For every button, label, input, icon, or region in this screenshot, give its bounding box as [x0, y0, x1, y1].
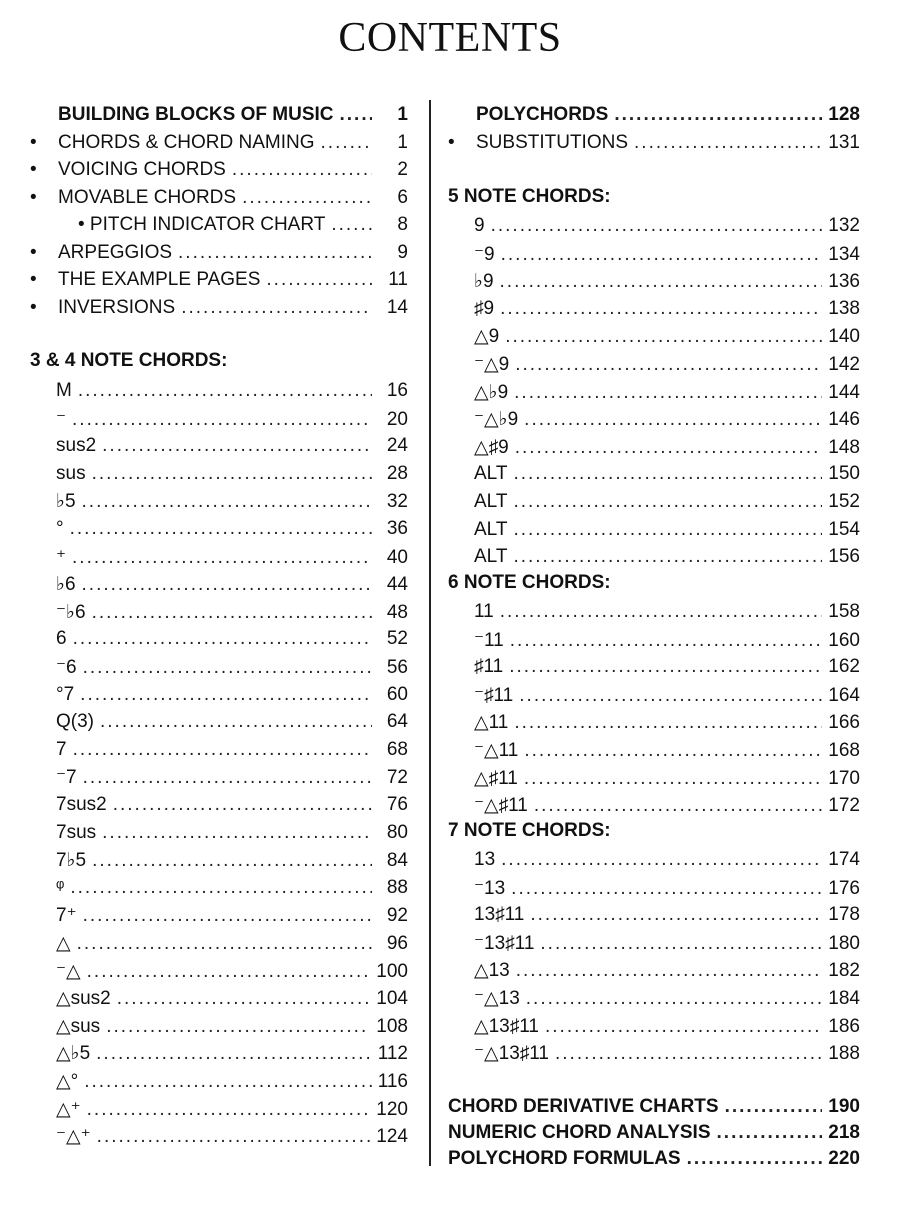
toc-entry: [56, 546, 408, 570]
dot-leader: [687, 1148, 823, 1170]
dot-leader: [77, 933, 372, 955]
toc-page-number: 32: [386, 491, 408, 513]
toc-page-number: 188: [828, 1043, 860, 1065]
toc-page-number: 176: [828, 877, 860, 899]
toc-entry: [56, 1015, 408, 1039]
toc-entry: [474, 270, 860, 294]
dot-leader: [97, 1126, 371, 1148]
toc-entry-label: ALT: [474, 546, 508, 568]
toc-entry-label: △♯11: [474, 767, 518, 789]
toc-entry: [56, 987, 408, 1011]
toc-bullet: •: [30, 269, 37, 290]
section-heading-3-4-note: 3 & 4 NOTE CHORDS:: [30, 350, 228, 371]
dot-leader: [73, 628, 372, 650]
toc-page-number: 8: [397, 214, 408, 235]
toc-entry: [56, 877, 408, 901]
dot-leader: [634, 132, 822, 154]
toc-page-number: 172: [828, 795, 860, 817]
toc-entry-label: 7♭5: [56, 850, 87, 872]
dot-leader: [513, 463, 822, 485]
toc-page-number: 20: [386, 408, 408, 430]
toc-entry-label: ⁻△: [56, 960, 81, 982]
toc-entry-label: ARPEGGIOS: [58, 241, 173, 263]
toc-entry: [474, 381, 860, 405]
toc-page-number: 28: [386, 462, 408, 484]
dot-leader: [78, 380, 372, 402]
toc-page-number: 180: [828, 932, 860, 954]
toc-entry: [474, 546, 860, 570]
toc-entry-label: ♯9: [474, 297, 495, 319]
toc-page-number: 170: [828, 767, 860, 789]
dot-leader: [340, 104, 373, 126]
toc-entry: [56, 518, 408, 542]
toc-page-number: 116: [377, 1071, 408, 1092]
dot-leader: [73, 739, 372, 761]
dot-leader: [513, 546, 822, 568]
toc-page-number: 164: [828, 684, 860, 706]
toc-entry: [56, 960, 408, 984]
toc-entry: [56, 849, 408, 873]
toc-page-number: 178: [828, 904, 860, 926]
toc-entry-label: 13♯11: [474, 904, 525, 926]
toc-page-number: 24: [386, 435, 408, 457]
toc-entry-label: △°: [56, 1071, 79, 1092]
toc-page-number: 52: [386, 628, 408, 650]
dot-leader: [555, 1043, 822, 1065]
dot-leader: [178, 242, 372, 264]
toc-entry-label: CHORD DERIVATIVE CHARTS: [448, 1096, 719, 1117]
dot-leader: [87, 961, 371, 983]
toc-entry: [448, 104, 860, 128]
dot-leader: [84, 1071, 371, 1093]
dot-leader: [524, 409, 822, 431]
toc-entry: [56, 435, 408, 459]
toc-entry-label: ⁻△♭9: [474, 409, 519, 431]
toc-page-number: 64: [386, 711, 408, 733]
toc-entry-label: VOICING CHORDS: [58, 159, 226, 180]
toc-page-number: 1: [397, 131, 408, 153]
dot-leader: [524, 740, 822, 762]
toc-entry: [56, 1042, 408, 1066]
toc-entry: [56, 711, 408, 735]
toc-entry: [56, 932, 408, 956]
toc-entry: [474, 739, 860, 763]
toc-entry-label: ⁻: [56, 408, 67, 430]
toc-entry-label: △9: [474, 326, 500, 348]
dot-leader: [501, 849, 822, 871]
toc-page-number: 80: [386, 821, 408, 843]
dot-leader: [510, 630, 823, 652]
toc-entry-label: MOVABLE CHORDS: [58, 186, 237, 208]
toc-page-number: 16: [386, 380, 408, 401]
toc-page-number: 56: [386, 657, 408, 678]
section-heading-6-note: 6 NOTE CHORDS:: [448, 572, 611, 593]
toc-entry-label: INVERSIONS: [58, 296, 176, 318]
dot-leader: [117, 988, 371, 1010]
toc-entry: [56, 463, 408, 487]
toc-entry-label: ♭6: [56, 574, 76, 596]
toc-bullet: •: [448, 131, 455, 153]
toc-entry: [30, 187, 408, 211]
toc-entry: [474, 959, 860, 983]
dot-leader: [92, 602, 372, 624]
toc-entry: [474, 463, 860, 487]
toc-entry-label: △♯9: [474, 436, 509, 458]
dot-leader: [491, 215, 823, 237]
toc-page-number: 2: [397, 159, 408, 180]
toc-entry: [56, 904, 408, 928]
dot-leader: [80, 684, 372, 706]
toc-page-number: 190: [828, 1096, 860, 1117]
toc-bullet: •: [30, 296, 37, 318]
toc-page-number: 182: [828, 960, 860, 982]
toc-entry-label: ⁻6: [56, 657, 77, 678]
toc-entry-label: Q(3): [56, 711, 94, 733]
dot-leader: [534, 795, 822, 817]
toc-page-number: 76: [386, 794, 408, 815]
toc-entry: [30, 104, 408, 128]
dot-leader: [509, 656, 822, 678]
toc-entry-label: 13: [474, 849, 496, 870]
toc-page-number: 148: [828, 436, 860, 458]
toc-page-number: 220: [828, 1148, 860, 1169]
toc-entry-label: △♭9: [474, 381, 509, 403]
toc-page-number: 174: [828, 849, 860, 870]
toc-entry: [474, 215, 860, 239]
toc-entry-label: ⁻♭6: [56, 601, 86, 623]
dot-leader: [232, 159, 372, 181]
toc-entry: [56, 1070, 408, 1094]
toc-page-number: 96: [386, 933, 408, 954]
toc-entry-label: ⁺: [56, 546, 67, 568]
toc-page-number: 9: [397, 241, 408, 263]
toc-page-number: 136: [828, 271, 860, 293]
toc-entry: [474, 932, 860, 956]
dot-leader: [266, 269, 372, 291]
toc-page-number: 146: [828, 409, 860, 431]
dot-leader: [92, 850, 372, 872]
toc-entry-label: ⁻△♯11: [474, 795, 528, 817]
toc-entry: [474, 987, 860, 1011]
toc-page-number: 134: [828, 243, 860, 265]
toc-entry: [474, 298, 860, 322]
toc-entry-label: △sus2: [56, 988, 111, 1010]
dot-leader: [106, 1016, 370, 1038]
toc-entry-label: 7sus2: [56, 794, 107, 815]
toc-entry: [30, 214, 408, 238]
toc-page-number: 124: [376, 1126, 408, 1148]
toc-entry: [56, 1125, 408, 1149]
dot-leader: [331, 214, 372, 236]
toc-entry-label: SUBSTITUTIONS: [476, 131, 629, 153]
toc-bullet: •: [30, 241, 37, 263]
toc-entry: [474, 408, 860, 432]
toc-entry: [474, 656, 860, 680]
dot-leader: [513, 491, 822, 513]
toc-page-number: 138: [828, 297, 860, 319]
toc-entry: [474, 1015, 860, 1039]
toc-page-number: 184: [828, 988, 860, 1009]
toc-entry: [474, 436, 860, 460]
toc-entry-label: ᵠ: [56, 876, 65, 898]
toc-entry: [56, 739, 408, 763]
dot-leader: [717, 1122, 823, 1144]
dot-leader: [83, 657, 372, 679]
dot-leader: [72, 409, 372, 431]
dot-leader: [321, 132, 372, 154]
toc-entry: [30, 269, 408, 293]
dot-leader: [113, 794, 372, 816]
toc-entry: [30, 159, 408, 183]
dot-leader: [92, 463, 372, 485]
dot-leader: [500, 601, 823, 623]
toc-entry-label: ⁻△13: [474, 988, 520, 1009]
toc-page-number: 84: [386, 850, 408, 872]
toc-entry-label: △⁺: [56, 1098, 81, 1120]
toc-page-number: 108: [376, 1015, 408, 1037]
toc-page-number: 44: [386, 574, 408, 596]
toc-entry-label: △11: [474, 712, 509, 734]
toc-entry-label: ♭9: [474, 271, 494, 293]
toc-page-number: 150: [828, 463, 860, 485]
toc-entry: [56, 601, 408, 625]
toc-entry-label: ⁻13♯11: [474, 932, 535, 954]
toc-entry-label: THE EXAMPLE PAGES: [58, 269, 261, 290]
dot-leader: [511, 878, 822, 900]
toc-page-number: 1: [397, 104, 408, 125]
toc-entry: [448, 1148, 860, 1172]
dot-leader: [725, 1096, 823, 1118]
toc-entry: [448, 1122, 860, 1146]
toc-entry: [474, 243, 860, 267]
toc-page-number: 72: [386, 767, 408, 789]
dot-leader: [524, 768, 822, 790]
toc-page-number: 186: [828, 1015, 860, 1037]
toc-entry: [56, 408, 408, 432]
toc-entry-label: ALT: [474, 463, 508, 485]
toc-entry: [448, 132, 860, 156]
dot-leader: [72, 547, 372, 569]
toc-entry-label: ⁻♯11: [474, 684, 514, 706]
toc-entry-label: NUMERIC CHORD ANALYSIS: [448, 1122, 711, 1143]
toc-entry-label: ALT: [474, 491, 508, 512]
toc-entry: [56, 656, 408, 680]
dot-leader: [513, 519, 822, 541]
toc-page-number: 156: [828, 546, 860, 568]
toc-entry-label: sus2: [56, 435, 97, 457]
toc-entry: [56, 490, 408, 514]
toc-entry-label: 7: [56, 738, 67, 760]
toc-page-number: 92: [386, 905, 408, 927]
toc-entry: [56, 1098, 408, 1122]
dot-leader: [614, 104, 822, 126]
toc-page-number: 36: [386, 518, 408, 539]
toc-entry-label: CHORDS & CHORD NAMING: [58, 131, 315, 153]
dot-leader: [83, 767, 372, 789]
toc-entry-label: 7⁺: [56, 905, 77, 927]
toc-entry-label: △sus: [56, 1015, 101, 1037]
toc-page-number: 128: [828, 104, 860, 125]
page-title: CONTENTS: [338, 15, 562, 61]
dot-leader: [102, 435, 372, 457]
toc-bullet: •: [30, 131, 37, 153]
toc-entry-label: ALT: [474, 518, 508, 540]
toc-entry-label: ⁻9: [474, 243, 495, 265]
toc-entry: [474, 629, 860, 653]
dot-leader: [102, 822, 372, 844]
toc-entry: [474, 353, 860, 377]
toc-entry-label: M: [56, 380, 72, 401]
toc-entry: [474, 491, 860, 515]
toc-entry: [474, 767, 860, 791]
dot-leader: [501, 244, 823, 266]
toc-page-number: 166: [828, 712, 860, 734]
dot-leader: [515, 354, 822, 376]
toc-page-number: 48: [386, 601, 408, 623]
section-heading-5-note: 5 NOTE CHORDS:: [448, 186, 611, 207]
dot-leader: [519, 685, 822, 707]
toc-page-number: 160: [828, 629, 860, 651]
toc-page-number: 132: [828, 215, 860, 236]
toc-page-number: 162: [828, 656, 860, 678]
toc-page-number: 6: [397, 186, 408, 208]
toc-entry-label: BUILDING BLOCKS OF MUSIC: [58, 104, 334, 125]
toc-entry-label: ⁻13: [474, 877, 506, 899]
toc-entry: [30, 132, 408, 156]
toc-entry: [56, 822, 408, 846]
toc-entry-label: ♯11: [474, 656, 504, 678]
toc-entry-label: 11: [474, 601, 494, 622]
toc-page-number: 14: [386, 296, 408, 318]
toc-entry-label: 7sus: [56, 821, 97, 843]
toc-page-number: 100: [376, 960, 408, 982]
toc-entry-label: ♭5: [56, 491, 76, 513]
toc-entry-label: ⁻△⁺: [56, 1126, 91, 1148]
toc-page-number: 158: [828, 601, 860, 622]
toc-entry-label: • PITCH INDICATOR CHART: [78, 214, 326, 235]
toc-page-number: 120: [376, 1098, 408, 1120]
dot-leader: [540, 933, 822, 955]
dot-leader: [82, 491, 372, 513]
toc-page-number: 144: [828, 381, 860, 403]
toc-entry-label: 6: [56, 628, 67, 650]
toc-entry: [30, 297, 408, 321]
dot-leader: [181, 297, 372, 319]
dot-leader: [83, 905, 372, 927]
dot-leader: [70, 877, 372, 899]
dot-leader: [70, 518, 372, 540]
toc-entry-label: °7: [56, 683, 75, 705]
dot-leader: [96, 1043, 372, 1065]
dot-leader: [100, 711, 372, 733]
dot-leader: [530, 904, 822, 926]
toc-entry: [56, 573, 408, 597]
toc-page-number: 140: [828, 326, 860, 348]
toc-page-number: 68: [386, 738, 408, 760]
dot-leader: [87, 1099, 371, 1121]
toc-entry: [448, 1096, 860, 1120]
dot-leader: [500, 298, 822, 320]
toc-entry-label: △: [56, 933, 71, 954]
toc-entry: [474, 325, 860, 349]
toc-entry-label: sus: [56, 462, 86, 484]
toc-page-number: 152: [828, 491, 860, 512]
toc-entry-label: POLYCHORD FORMULAS: [448, 1148, 681, 1169]
toc-entry-label: △♭5: [56, 1043, 91, 1065]
toc-entry-label: °: [56, 518, 64, 539]
toc-entry-label: POLYCHORDS: [476, 104, 609, 125]
section-heading-7-note: 7 NOTE CHORDS:: [448, 820, 611, 841]
toc-entry-label: △13♯11: [474, 1015, 539, 1037]
toc-entry: [474, 711, 860, 735]
toc-page-number: 88: [386, 876, 408, 898]
toc-bullet: •: [30, 186, 37, 208]
dot-leader: [500, 271, 823, 293]
toc-entry: [474, 601, 860, 625]
dot-leader: [514, 382, 822, 404]
toc-entry: [56, 794, 408, 818]
toc-entry: [474, 684, 860, 708]
toc-page-number: 168: [828, 740, 860, 761]
dot-leader: [515, 437, 823, 459]
toc-entry: [56, 628, 408, 652]
toc-entry: [56, 766, 408, 790]
toc-page-number: 218: [828, 1122, 860, 1143]
toc-entry: [474, 904, 860, 928]
toc-entry-label: △13: [474, 960, 510, 982]
toc-entry-label: ⁻△13♯11: [474, 1043, 549, 1065]
dot-leader: [242, 187, 372, 209]
toc-entry-label: 9: [474, 215, 485, 236]
dot-leader: [505, 326, 822, 348]
toc-entry-label: ⁻11: [474, 629, 504, 651]
column-divider: [429, 100, 431, 1166]
toc-page-number: 40: [386, 546, 408, 568]
toc-entry: [474, 849, 860, 873]
dot-leader: [514, 712, 822, 734]
toc-entry: [30, 242, 408, 266]
toc-page-number: 142: [828, 354, 860, 375]
dot-leader: [526, 988, 823, 1010]
toc-page-number: 11: [388, 269, 408, 290]
toc-page-number: 104: [376, 988, 408, 1010]
toc-page-number: 60: [386, 683, 408, 705]
dot-leader: [545, 1016, 822, 1038]
toc-entry-label: ⁻△11: [474, 740, 519, 761]
toc-page-number: 131: [828, 131, 860, 153]
toc-entry-label: ⁻7: [56, 767, 77, 789]
toc-entry-label: ⁻△9: [474, 354, 510, 375]
toc-page-number: 154: [828, 518, 860, 540]
toc-page-number: 112: [377, 1043, 408, 1065]
toc-entry: [56, 684, 408, 708]
toc-entry: [474, 794, 860, 818]
toc-entry: [474, 877, 860, 901]
toc-bullet: •: [30, 159, 37, 180]
dot-leader: [516, 960, 823, 982]
toc-entry: [56, 380, 408, 404]
toc-entry: [474, 1042, 860, 1066]
toc-entry: [474, 519, 860, 543]
dot-leader: [82, 574, 372, 596]
